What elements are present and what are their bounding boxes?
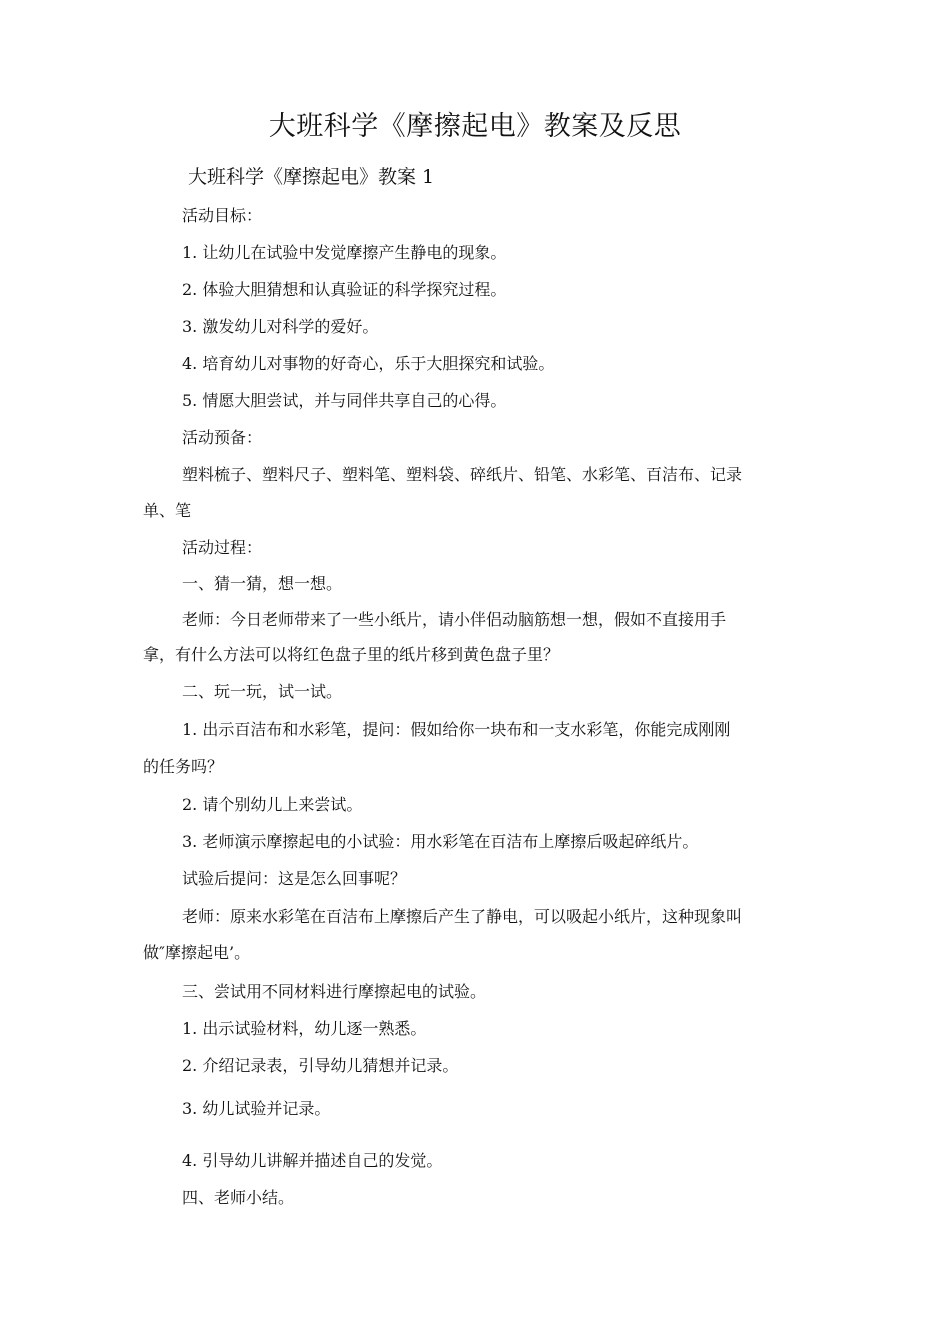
paragraph: 2. 请个别幼儿上来尝试。 — [182, 795, 363, 814]
paragraph: 塑料梳子、塑料尺子、塑料笔、塑料袋、碎纸片、铅笔、水彩笔、百洁布、记录 — [182, 465, 743, 484]
paragraph: 3. 老师演示摩擦起电的小试验：用水彩笔在百洁布上摩擦后吸起碎纸片。 — [182, 832, 699, 851]
paragraph-continuation: 单、笔 — [143, 501, 192, 520]
paragraph: 活动过程： — [182, 538, 263, 557]
paragraph: 2. 介绍记录表，引导幼儿猜想并记录。 — [182, 1056, 459, 1075]
paragraph-continuation: 做″摩擦起电’。 — [143, 943, 251, 962]
document-title: 大班科学《摩擦起电》教案及反思 — [268, 111, 682, 142]
paragraph-continuation: 的任务吗？ — [143, 757, 224, 776]
paragraph: 老师：今日老师带来了一些小纸片，请小伴侣动脑筋想一想，假如不直接用手 — [182, 610, 727, 629]
paragraph: 4. 引导幼儿讲解并描述自己的发觉。 — [182, 1151, 443, 1170]
paragraph: 一、猜一猜，想一想。 — [182, 574, 343, 593]
paragraph: 二、玩一玩，试一试。 — [182, 682, 343, 701]
paragraph: 活动预备： — [182, 428, 263, 447]
paragraph: 老师：原来水彩笔在百洁布上摩擦后产生了静电，可以吸起小纸片，这种现象叫 — [182, 907, 743, 926]
paragraph: 试验后提问：这是怎么回事呢？ — [182, 869, 407, 888]
section-heading: 大班科学《摩擦起电》教案 1 — [188, 166, 435, 188]
paragraph: 5. 情愿大胆尝试，并与同伴共享自己的心得。 — [182, 391, 507, 410]
paragraph: 活动目标： — [182, 206, 263, 225]
paragraph: 2. 体验大胆猜想和认真验证的科学探究过程。 — [182, 280, 507, 299]
paragraph: 三、尝试用不同材料进行摩擦起电的试验。 — [182, 982, 487, 1001]
paragraph: 四、老师小结。 — [182, 1188, 295, 1207]
paragraph: 4. 培育幼儿对事物的好奇心，乐于大胆探究和试验。 — [182, 354, 555, 373]
paragraph: 1. 出示百洁布和水彩笔，提问：假如给你一块布和一支水彩笔，你能完成刚刚 — [182, 720, 731, 739]
paragraph: 3. 幼儿试验并记录。 — [182, 1099, 331, 1118]
paragraph: 1. 出示试验材料，幼儿逐一熟悉。 — [182, 1019, 427, 1038]
paragraph: 1. 让幼儿在试验中发觉摩擦产生静电的现象。 — [182, 243, 507, 262]
paragraph: 3. 激发幼儿对科学的爱好。 — [182, 317, 379, 336]
paragraph-continuation: 拿，有什么方法可以将红色盘子里的纸片移到黄色盘子里？ — [143, 645, 560, 664]
